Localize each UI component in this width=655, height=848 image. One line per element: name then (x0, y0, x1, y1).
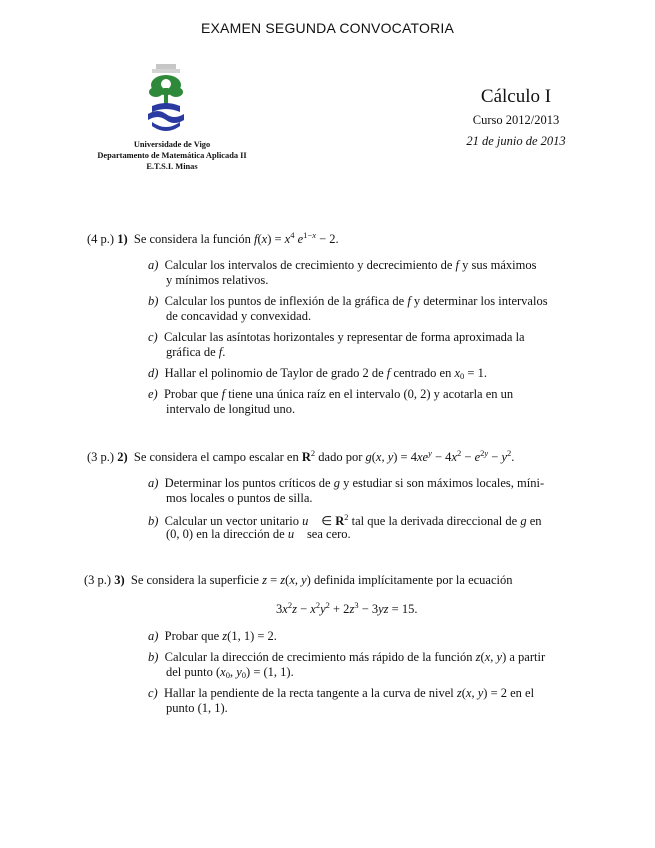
course-block (440, 86, 592, 149)
course-year: Curso 2012/2013 (472, 113, 560, 127)
course-title: Cálculo I (480, 86, 552, 107)
university-name: Universidade de Vigo (133, 140, 211, 149)
university-logo-icon (142, 62, 190, 136)
question-number: 3) (114, 573, 125, 587)
list-item-cont: y mínimos relativos. (166, 273, 269, 287)
question-number: 1) (117, 232, 128, 246)
list-item-cont: intervalo de longitud uno. (166, 402, 296, 416)
list-item: e) Probar que f tiene una única raíz en el intervalo (0, 2) y acotarla en un (148, 387, 514, 401)
list-item-cont: punto (1, 1). (166, 701, 228, 715)
list-item: d) Hallar el polinomio de Taylor de grado 2 de f centrado en $x_0 = 1$. (148, 366, 487, 381)
list-item: a) Calcular los intervalos de crecimiento y decrecimiento de f y sus máximos (148, 258, 537, 272)
question-number: 2) (117, 450, 128, 464)
list-item: b) Calcular los puntos de inflexión de la gráfica de f y determinar los intervalos (148, 294, 548, 308)
question-points: (4 p.) (87, 232, 115, 246)
list-item: c) Calcular las asíntotas horizontales y representar de forma aproximada la (148, 330, 525, 344)
list-item: b) Calcular un vector unitario u⃗ ∈ $R^2$ tal que la derivada direccional de g en (148, 512, 542, 528)
list-item-cont: (0, 0) en la dirección de u⃗ sea cero. (166, 527, 351, 541)
list-item-cont: gráfica de f. (166, 345, 226, 359)
question-1-statement: (4 p.) 1) Se considera la función $f(x) = x^4$ $e^{1-x} - 2$. (87, 230, 339, 246)
question-3-statement: (3 p.) 3) Se considera la superficie z = z(x, y) definida implícitamente por la ecuación (84, 573, 513, 587)
list-item: a) Probar que z(1, 1) = 2. (148, 629, 277, 643)
department-name: Departamento de Matemática Aplicada II (97, 151, 247, 160)
list-item-cont: del punto ($x_0$, $y_0) = (1$, 1). (166, 665, 294, 680)
list-item-cont: mos locales o puntos de silla. (166, 491, 313, 505)
school-name: E.T.S.I. Minas (146, 162, 198, 171)
list-item-cont: de concavidad y convexidad. (166, 309, 312, 323)
question-intro: Se considera la función (133, 232, 254, 246)
equation: $3x^2z - x^2y^2 + 2z^3 - 3yz = 15$. (276, 600, 418, 616)
question-points: (3 p.) (87, 450, 115, 464)
question-points: (3 p.) (84, 573, 112, 587)
question-2-statement: (3 p.) 2) Se considera el campo escalar en $R^2$ dado por g(x, $y) = 4xe^y - 4x^2 - e^{2y} - y^2$. (87, 448, 515, 464)
list-item: c) Hallar la pendiente de la recta tangente a la curva de nivel z(x, y) = 2 en el (148, 686, 535, 700)
list-item: b) Calcular la dirección de crecimiento más rápido de la función z(x, y) a partir (148, 650, 546, 664)
exam-title: EXAMEN SEGUNDA CONVOCATORIA (200, 20, 455, 36)
exam-date: 21 de junio de 2013 (466, 134, 566, 148)
list-item: a) Determinar los puntos críticos de g y estudiar si son máximos locales, míni- (148, 476, 545, 490)
